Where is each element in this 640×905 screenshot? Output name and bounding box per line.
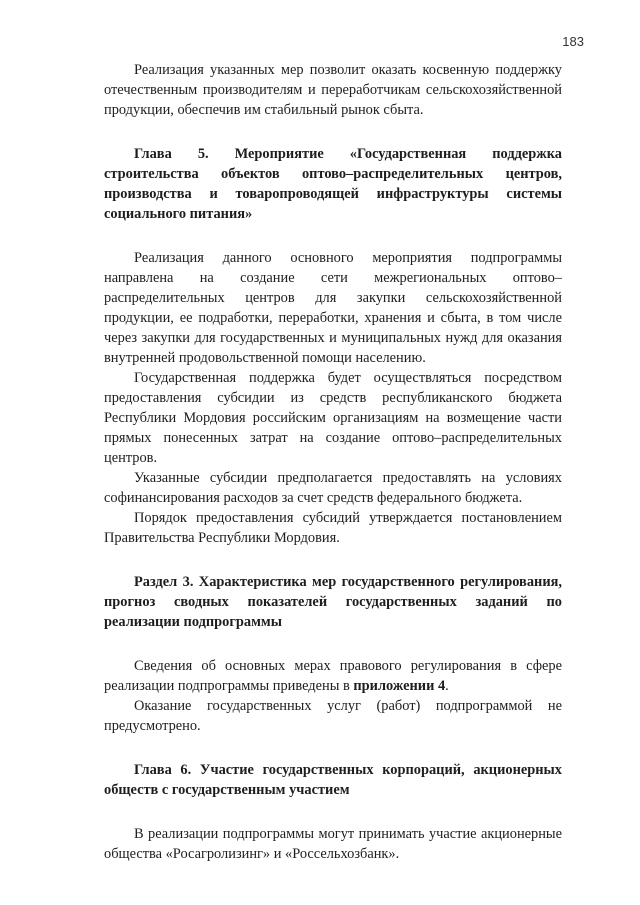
- section-3-paragraph-1: [104, 656, 562, 696]
- intro-paragraph: Реализация указанных мер позволит оказать косвенную поддержку отечественным производителям и переработчикам сельскохозяйственной продукции, обеспечив им стабильный рынок сбыта.: [104, 62, 562, 118]
- chapter-6-paragraph-1: В реализации подпрограммы могут принимать участие акционерные общества «Росагролизинг» и «Россельхозбанк».: [104, 826, 562, 862]
- chapter-5-paragraph-2: Государственная поддержка будет осуществляться посредством предоставления субсидии из средств республиканского бюджета Республики Мордовия российским организациям на возмещение части прямых понесенных затрат на создание оптово–распределительных центров.: [104, 370, 562, 466]
- section-3-paragraph-1-end: .: [445, 678, 449, 694]
- chapter-5-heading: Глава 5. Мероприятие «Государственная поддержка строительства объектов оптово–распределительных центров, производства и товаропроводящей инфраструктуры системы социального питания»: [104, 146, 562, 222]
- page-number: 183: [562, 34, 584, 49]
- document-body: [104, 60, 562, 864]
- section-3-paragraph-2: Оказание государственных услуг (работ) подпрограммой не предусмотрено.: [104, 698, 562, 734]
- chapter-5-paragraph-1: Реализация данного основного мероприятия подпрограммы направлена на создание сети межрегиональных оптово–распределительных центров для закупки сельскохозяйственной продукции, ее подработки, переработки, хранения и сбыта, в том числе через закупки для государственных и муниципальных нужд для оказания внутренней продовольственной помощи населению.: [104, 250, 562, 366]
- section-3-paragraph-1-text: Сведения об основных мерах правового регулирования в сфере реализации подпрограммы приведены в: [104, 658, 562, 694]
- appendix-reference: приложении 4: [353, 678, 446, 694]
- chapter-6-heading: Глава 6. Участие государственных корпораций, акционерных обществ с государственным участием: [104, 762, 562, 798]
- chapter-5-paragraph-4: Порядок предоставления субсидий утверждается постановлением Правительства Республики Мордовия.: [104, 510, 562, 546]
- chapter-5-paragraph-3: Указанные субсидии предполагается предоставлять на условиях софинансирования расходов за счет средств федерального бюджета.: [104, 470, 562, 506]
- section-3-heading: Раздел 3. Характеристика мер государственного регулирования, прогноз сводных показателей государственных заданий по реализации подпрограммы: [104, 574, 562, 630]
